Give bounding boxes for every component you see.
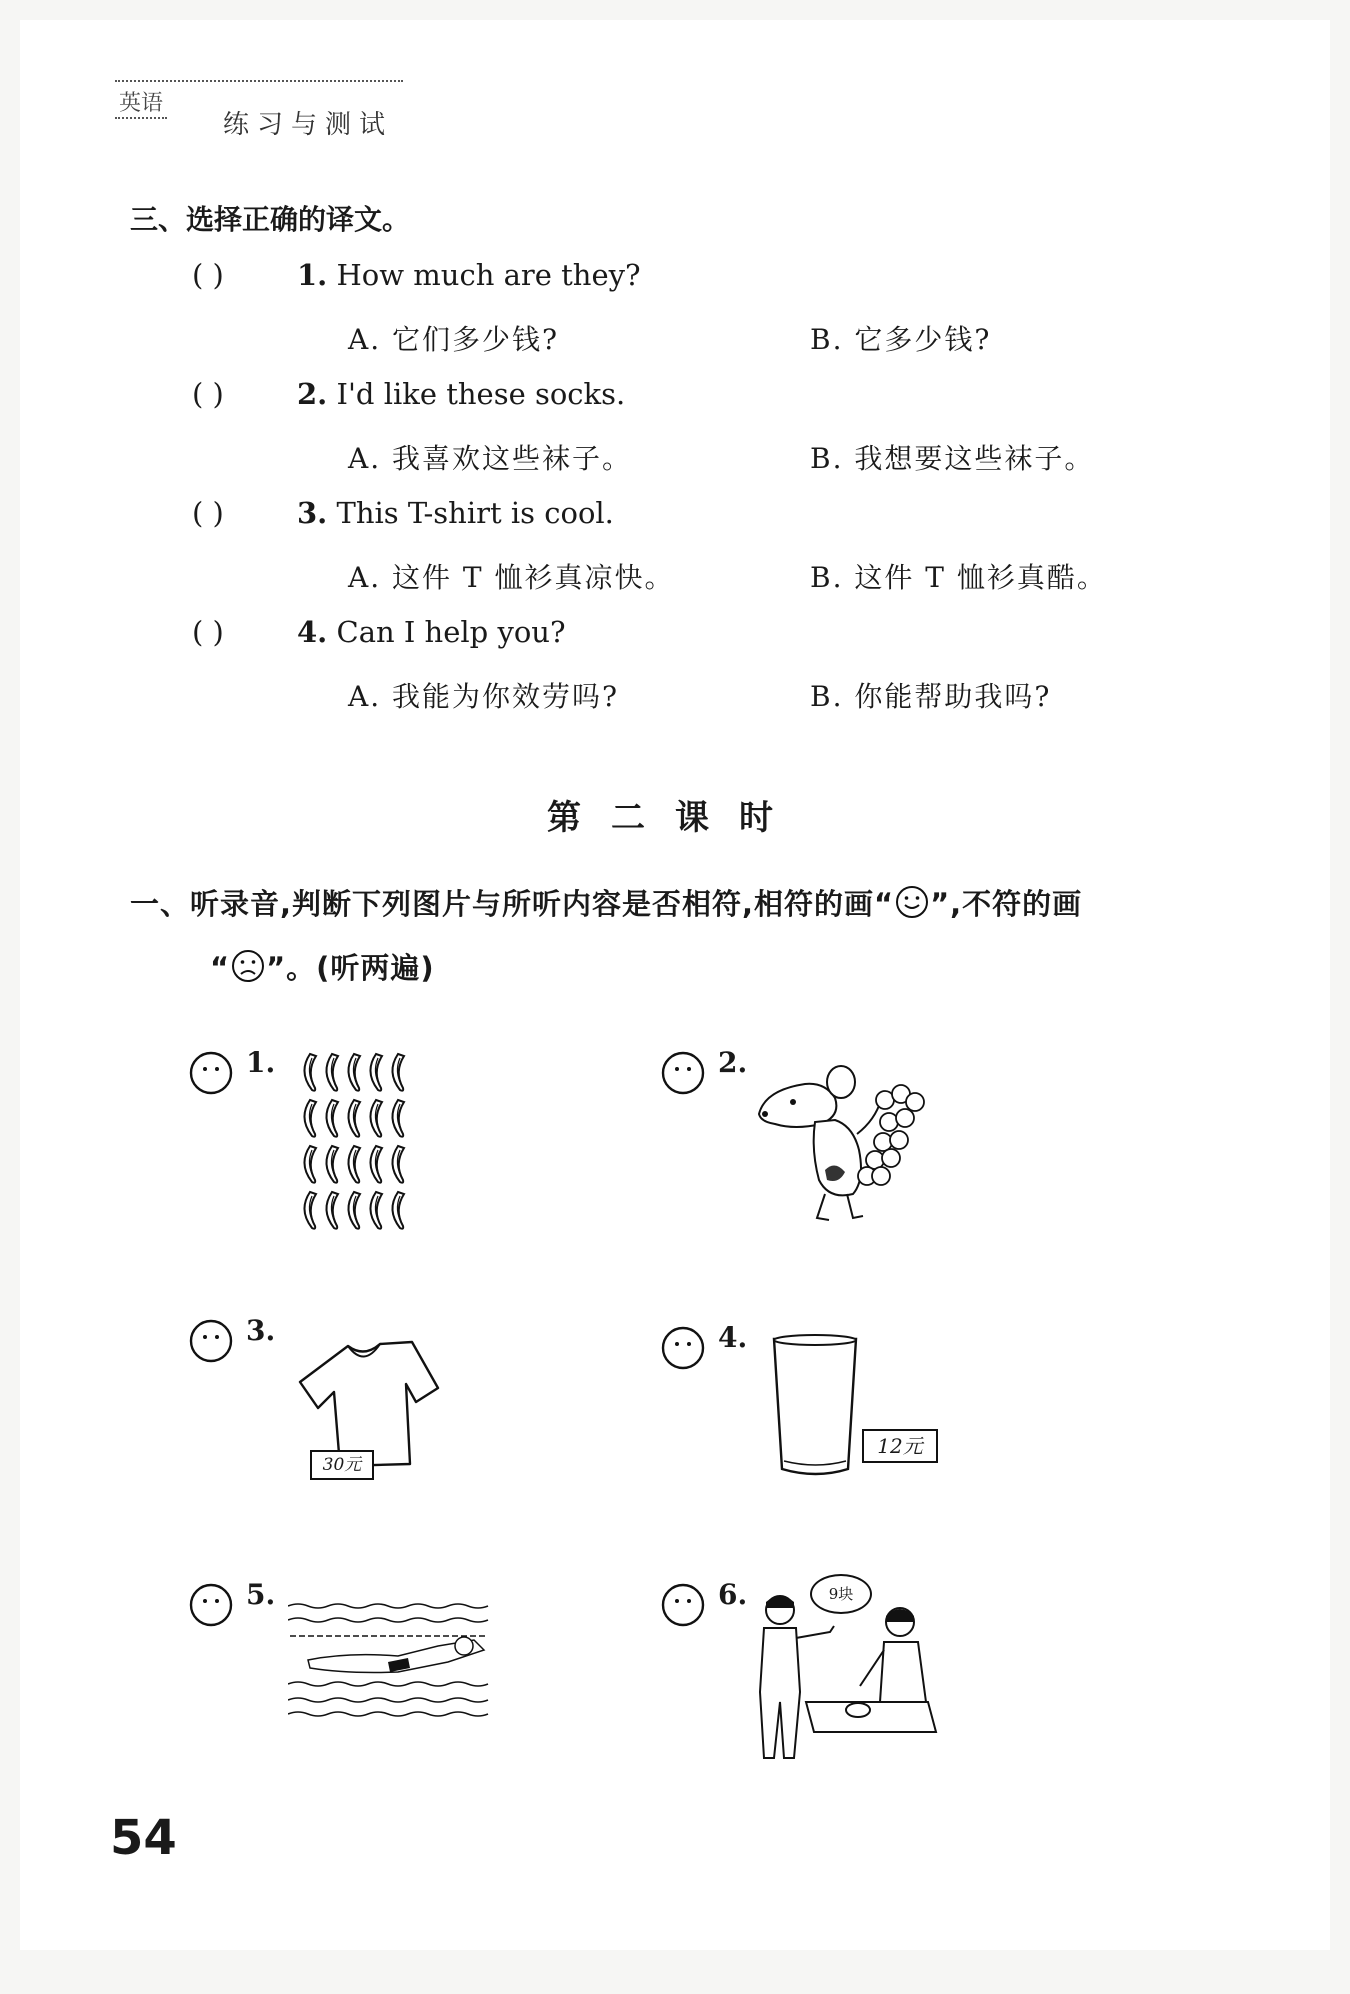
swimmer-icon bbox=[288, 1600, 498, 1720]
lesson-title: 第二课时 bbox=[547, 798, 803, 838]
cup-icon bbox=[770, 1333, 860, 1483]
question-text: Can I help you? bbox=[336, 615, 566, 649]
frown-face-icon bbox=[230, 948, 266, 984]
question-number: 4. bbox=[297, 615, 328, 649]
item-label: 6. bbox=[718, 1578, 748, 1611]
header-subject: 英语 bbox=[115, 86, 167, 119]
option-4b: B. 你能帮助我吗? bbox=[810, 680, 1052, 713]
question-number: 1. bbox=[297, 258, 328, 292]
item-label: 1. bbox=[246, 1046, 276, 1079]
option-1a: A. 它们多少钱? bbox=[348, 323, 560, 356]
item-label: 4. bbox=[718, 1321, 748, 1354]
question-1 bbox=[192, 258, 641, 292]
option-2b: B. 我想要这些袜子。 bbox=[810, 442, 1095, 475]
price-tag: 12元 bbox=[862, 1429, 938, 1463]
answer-face-circle[interactable] bbox=[188, 1582, 234, 1628]
option-4a: A. 我能为你效劳吗? bbox=[348, 680, 620, 713]
item-label: 2. bbox=[718, 1046, 748, 1079]
answer-face-circle[interactable] bbox=[660, 1325, 706, 1371]
question-3 bbox=[192, 496, 614, 530]
smile-face-icon bbox=[894, 884, 930, 920]
price-tag: 30元 bbox=[310, 1450, 374, 1480]
header-divider bbox=[115, 80, 403, 82]
option-2a: A. 我喜欢这些袜子。 bbox=[348, 442, 633, 475]
question-number: 3. bbox=[297, 496, 328, 530]
section3-title: 三、选择正确的译文。 bbox=[130, 203, 411, 236]
answer-face-circle[interactable] bbox=[188, 1318, 234, 1364]
option-3b: B. 这件 T 恤衫真酷。 bbox=[810, 561, 1107, 594]
page-header bbox=[115, 60, 405, 140]
section1-instruction-line2 bbox=[210, 946, 435, 987]
question-4 bbox=[192, 615, 566, 649]
question-text: This T-shirt is cool. bbox=[336, 496, 614, 530]
question-text: I'd like these socks. bbox=[336, 377, 626, 411]
answer-blank-4[interactable]: ( ) bbox=[192, 615, 224, 649]
instruction-text: “ bbox=[210, 951, 231, 985]
answer-blank-3[interactable]: ( ) bbox=[192, 496, 224, 530]
section1-instruction-line1 bbox=[130, 882, 1082, 923]
header-book-title: 练习与测试 bbox=[223, 110, 394, 140]
item-label: 5. bbox=[246, 1578, 276, 1611]
bananas-icon bbox=[298, 1050, 428, 1240]
option-1b: B. 它多少钱? bbox=[810, 323, 992, 356]
answer-face-circle[interactable] bbox=[188, 1050, 234, 1096]
item-label: 3. bbox=[246, 1314, 276, 1347]
workbook-page bbox=[20, 20, 1330, 1950]
answer-face-circle[interactable] bbox=[660, 1050, 706, 1096]
question-2 bbox=[192, 377, 625, 411]
question-number: 2. bbox=[297, 377, 328, 411]
option-3a: A. 这件 T 恤衫真凉快。 bbox=[348, 561, 675, 594]
answer-blank-2[interactable]: ( ) bbox=[192, 377, 224, 411]
page-number: 54 bbox=[110, 1810, 177, 1866]
instruction-text: ”,不符的画 bbox=[930, 887, 1083, 921]
speech-bubble: 9块 bbox=[810, 1574, 872, 1614]
instruction-text: 一、听录音,判断下列图片与所听内容是否相符,相符的画“ bbox=[130, 887, 895, 921]
answer-face-circle[interactable] bbox=[660, 1582, 706, 1628]
question-text: How much are they? bbox=[336, 258, 641, 292]
instruction-text: ”。(听两遍) bbox=[266, 951, 435, 985]
answer-blank-1[interactable]: ( ) bbox=[192, 258, 224, 292]
mouse-with-socks-icon bbox=[755, 1060, 955, 1230]
